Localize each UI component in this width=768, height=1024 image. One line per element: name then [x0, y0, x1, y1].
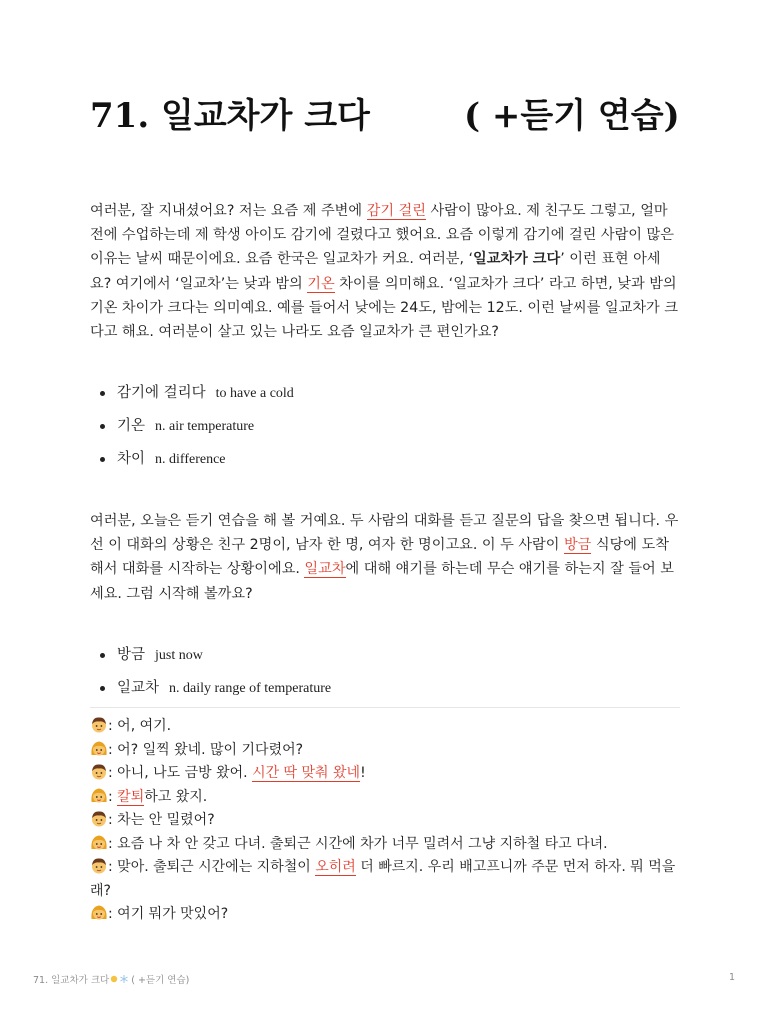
vocab-korean: 방금 [117, 647, 146, 663]
dialog-text: : [108, 788, 118, 805]
dialog-text: : 차는 안 밀렸어? [108, 812, 215, 828]
dialog-text: : 여기 뭐가 맛있어? [108, 906, 229, 922]
vocab-english: just now [155, 648, 203, 663]
girl-icon [90, 904, 108, 921]
vocab-item [90, 677, 331, 710]
vocab-item [90, 644, 331, 677]
listening-intro-paragraph [90, 509, 680, 606]
dialog-text: ! [360, 765, 366, 781]
girl-icon [90, 740, 108, 757]
boy-icon [90, 763, 108, 780]
intro-text-1: 여러분, 잘 지내셨어요? 저는 요즘 제 주변에 [90, 203, 367, 219]
weather-icon [109, 974, 131, 984]
boy-icon [90, 810, 108, 827]
vocab-english: n. daily range of temperature [169, 681, 332, 696]
dialog-highlight: 오히려 [315, 859, 356, 875]
girl-icon [90, 787, 108, 804]
page-number: 1 [729, 972, 736, 983]
dialog-highlight: 시간 딱 맞춰 왔네 [252, 765, 361, 781]
vocab-korean: 일교차 [117, 680, 160, 696]
highlight-temperature: 기온 [307, 275, 335, 292]
intro-text-2: 사람이 많아요. 제 친구도 그렇고, 얼마 전에 수업하는데 제 학생 아이도 감기에 걸렸다고 했어요. 요즘 이렇게 감기에 걸린 사람이 많은 이유는 날씨 때문이에요. 요즘 한국은 일교차가 커요. 여러분, ‘ [90, 203, 674, 268]
dialog-text: : 어, 여기. [108, 718, 172, 734]
dialog-highlight: 칼퇴 [117, 788, 145, 805]
dialog-text: 더 빠르지. 우리 배고프니까 주문 먼저 하자. 뭐 먹을래? [90, 859, 676, 899]
dialog-text: : 어? 일찍 왔네. 많이 기다렸어? [108, 741, 304, 758]
girl-icon [90, 834, 108, 851]
vocab-korean: 감기에 걸리다 [117, 385, 206, 401]
dialog [90, 715, 680, 927]
highlight-cold: 감기 걸린 [366, 203, 426, 219]
listening-text-2: 식당에 도착해서 대화를 시작하는 상황이에요. [90, 537, 669, 578]
highlight-just-now: 방금 [563, 537, 592, 554]
dialog-line [90, 786, 680, 810]
page-title [90, 92, 680, 140]
dialog-text: : 아니, 나도 금방 왔어. [108, 765, 253, 781]
boy-icon [90, 716, 108, 733]
dialog-text: : 맞아. 출퇴근 시간에는 지하철이 [108, 859, 316, 875]
dialog-line [90, 739, 680, 763]
dialog-line [90, 856, 680, 903]
bold-expression: 일교차가 크다 [473, 251, 561, 268]
vocab-list-1 [90, 382, 294, 481]
dialog-line [90, 715, 680, 739]
vocab-korean: 차이 [117, 451, 146, 467]
highlight-daily-range: 일교차 [304, 561, 346, 578]
page-title-sub: ( +듣기 연습) [464, 96, 680, 136]
vocab-korean: 기온 [117, 418, 146, 434]
page-footer [33, 972, 189, 986]
page-title-main: 71. 일교차가 크다 [90, 96, 370, 136]
vocab-item [90, 382, 294, 415]
dialog-text: 하고 왔지. [144, 788, 208, 805]
section-divider [90, 707, 680, 708]
dialog-line [90, 833, 680, 857]
footer-title: 71. 일교차가 크다 [33, 975, 110, 986]
dialog-line [90, 809, 680, 833]
dialog-line [90, 903, 680, 927]
footer-subtitle: ( +듣기 연습) [131, 975, 190, 986]
intro-text-3: ’ 이런 표현 아세요? 여기에서 ‘일교차’는 낮과 밤의 [90, 251, 661, 292]
vocab-item [90, 415, 294, 448]
dialog-text: : 요즘 나 차 안 갖고 다녀. 출퇴근 시간에 차가 너무 밀려서 그냥 지하철 타고 다녀. [108, 835, 608, 852]
vocab-english: n. air temperature [155, 419, 255, 434]
intro-text-4: 차이를 의미해요. ‘일교차가 크다’ 라고 하면, 낮과 밤의 기온 차이가 크다는 의미예요. 예를 들어서 낮에는 24도, 밤에는 12도. 이런 날씨를 일교차가 크다고 해요. 여러분이 살고 있는 나라도 요즘 일교차가 큰 편인가요? [90, 275, 678, 341]
listening-text-3: 에 대해 얘기를 하는데 무슨 얘기를 하는지 잘 들어 보세요. 그럼 시작해 볼까요? [90, 561, 674, 602]
dialog-line [90, 762, 680, 786]
boy-icon [90, 857, 108, 874]
vocab-english: n. difference [155, 452, 226, 467]
listening-text-1: 여러분, 오늘은 듣기 연습을 해 볼 거예요. 두 사람의 대화를 듣고 질문의 답을 찾으면 됩니다. 우선 이 대화의 상황은 친구 2명이, 남자 한 명, 여자 한 명이고요. 이 두 사람이 [90, 513, 679, 554]
intro-paragraph [90, 199, 680, 344]
vocab-list-2 [90, 644, 331, 710]
vocab-item [90, 448, 294, 481]
vocab-english: to have a cold [215, 386, 294, 401]
